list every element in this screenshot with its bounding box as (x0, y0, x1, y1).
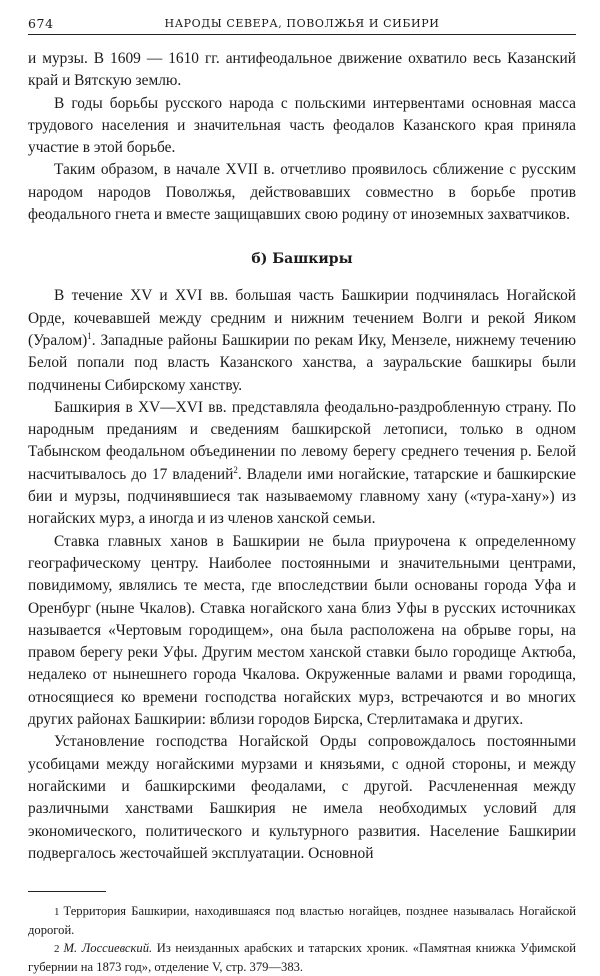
paragraph-continuation: и мурзы. В 1609 — 1610 гг. антифеодальное движение охватило весь Казанский край и Вятскую землю. (28, 50, 576, 90)
page-number: 674 (28, 16, 54, 31)
paragraph-text: Башкирия в XV—XVI вв. представляла феодально-раздробленную страну. По народным преданиям и сведениям башкирской летописи, только в одном Табынском феодальном объединении по левому берегу среднего течения р. Белой насчитывалось до 17 владений (28, 398, 576, 483)
paragraph-text: . Западные районы Башкирии по рекам Ику, Мензеле, нижнему течению Белой попали под власть Казанского ханства, а зауральские башкиры были подчинены Сибирскому ханству. (28, 331, 576, 394)
footnote-number: 1 (54, 906, 60, 919)
paragraph: Таким образом, в начале XVII в. отчетливо проявилось сближение с русским народом народов Поволжья, действовавших совместно в борьбе против феодального гнета и вместе защищавших свою родину от иноземных захватчиков. (28, 161, 576, 224)
footnotes (28, 902, 576, 976)
paragraph (28, 285, 576, 396)
paragraph-text: В течение XV и XVI вв. большая часть Башкирии подчинялась Ногайской Орде, кочевавшей между средним и нижним течением Волги и рекой Яиком (Уралом) (28, 287, 576, 349)
main-text (28, 48, 576, 865)
footnote-author: М. Лоссиевский. (63, 941, 153, 956)
paragraph-text: . Владели ими ногайские, татарские и башкирские бии и мурзы, подчинявшиеся так называемому главному хану («тура-хану») из ногайских мурз, а иногда и из членов ханской семьи. (28, 465, 576, 528)
page-header (28, 12, 576, 35)
footnote (28, 902, 576, 939)
book-page (28, 12, 576, 976)
footnote-text: Из неизданных арабских и татарских хроник. «Памятная книжка Уфимской губернии на 1873 год», отделение V, стр. 379—383. (28, 941, 576, 975)
paragraph: Установление господства Ногайской Орды сопровождалось постоянными усобицами между ногайскими мурзами и князьями, с одной стороны, и между ногайскими и башкирскими феодалами, с другой. Расчлененная между различными ханствами Башкирия не имела необходимых условий для экономического, политического и культурного развития. Население Башкирии подвергалось жесточайшей эксплуатации. Основной (28, 733, 576, 862)
footnote-divider (28, 891, 106, 892)
paragraph: Ставка главных ханов в Башкирии не была приурочена к определенному географическому центру. Наиболее постоянными и значительными центрами, повидимому, являлись те места, где впоследствии были основаны города Уфа и Оренбург (ныне Чкалов). Ставка ногайского хана близ Уфы в русских источниках называется «Чертовым городищем», она была расположена на обрыве горы, на правом берегу реки Уфы. Другим местом ханской ставки было городище Актюба, недалеко от нынешнего города Чкалова. Окруженные валами и рвами городища, относящиеся ко времени господства ногайских мурз, встречаются и во многих других районах Башкирии: вблизи городов Бирска, Стерлитамака и других. (28, 532, 576, 729)
footnote-number: 2 (54, 943, 60, 956)
footnote (28, 939, 576, 976)
footnote-text: Территория Башкирии, находившаяся под властью ногайцев, позднее называлась Ногайской дорогой. (28, 904, 576, 938)
footnote-ref[interactable]: 1 (87, 330, 92, 341)
paragraph: В годы борьбы русского народа с польскими интервентами основная масса трудового населения и значительная часть феодалов Казанского края приняла участие в этой борьбе. (28, 94, 576, 157)
running-title: НАРОДЫ СЕВЕРА, ПОВОЛЖЬЯ И СИБИРИ (164, 17, 440, 30)
footnote-ref[interactable]: 2 (233, 464, 238, 475)
section-title: б) Башкиры (251, 251, 353, 268)
paragraph (28, 397, 576, 531)
